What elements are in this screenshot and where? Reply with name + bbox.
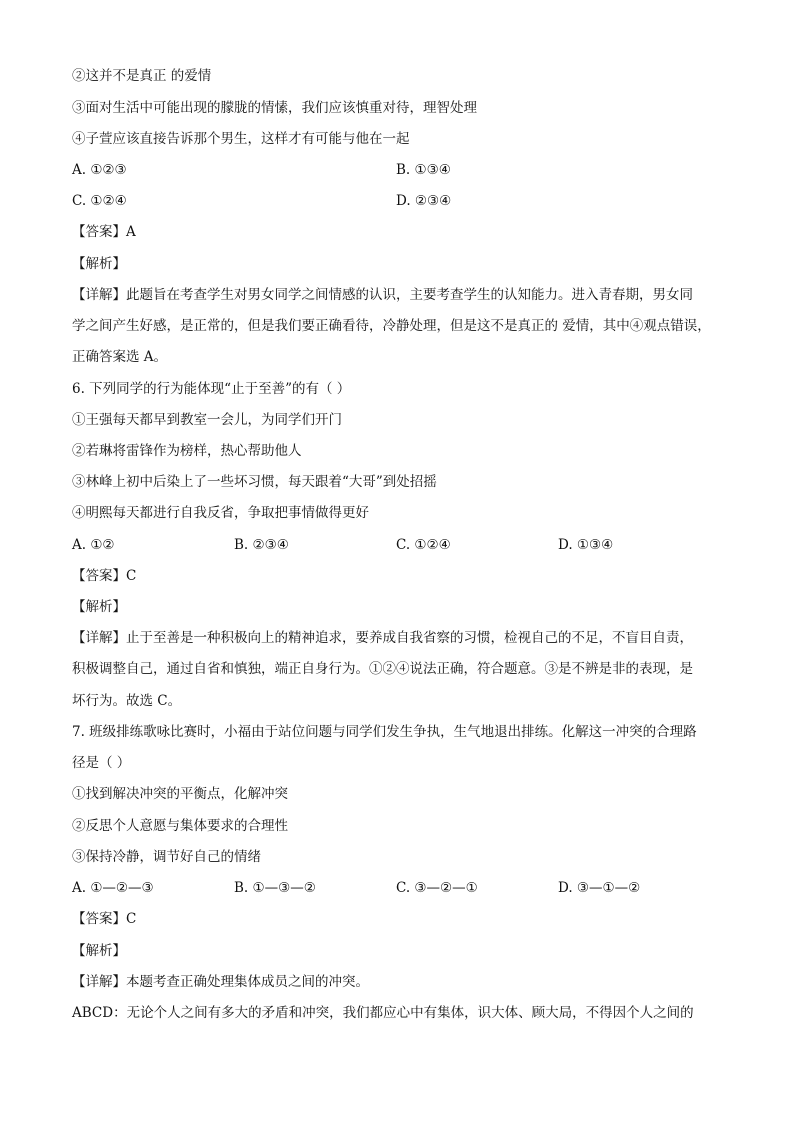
q5-detail-line-1: 【详解】此题旨在考查学生对男女同学之间情感的认识，主要考查学生的认知能力。进入青春期，男女同 bbox=[72, 287, 693, 303]
q7-item-1: ①找到解决冲突的平衡点，化解冲突 bbox=[72, 786, 288, 802]
q6-analysis-label: 【解析】 bbox=[72, 599, 126, 615]
q7-detail-line-1: 【详解】本题考查正确处理集体成员之间的冲突。 bbox=[72, 974, 369, 990]
q5-item-4: ④子萱应该直接告诉那个男生，这样才有可能与他在一起 bbox=[72, 131, 410, 147]
q6-item-2: ②若琳将雷锋作为榜样，热心帮助他人 bbox=[72, 443, 302, 459]
q7-item-2: ②反思个人意愿与集体要求的合理性 bbox=[72, 818, 288, 834]
q7-option-a: A. ①—②—③ bbox=[72, 880, 154, 896]
q6-item-4: ④明熙每天都进行自我反省，争取把事情做得更好 bbox=[72, 505, 369, 521]
q7-stem-line-1: 7. 班级排练歌咏比赛时，小福由于站位问题与同学们发生争执，生气地退出排练。化解这一冲突的合理路 bbox=[72, 724, 697, 740]
q6-answer: 【答案】C bbox=[72, 568, 137, 584]
q5-detail-line-3: 正确答案选 A。 bbox=[72, 349, 168, 365]
q6-option-c: C. ①②④ bbox=[396, 537, 451, 553]
q7-analysis-label: 【解析】 bbox=[72, 943, 126, 959]
q7-option-b: B. ①—③—② bbox=[234, 880, 316, 896]
q6-stem: 6. 下列同学的行为能体现“止于至善”的有（ ） bbox=[72, 381, 351, 397]
q5-detail-line-2: 学之间产生好感，是正常的，但是我们要正确看待，冷静处理，但是这不是真正的 爱情，其中④观点错误， bbox=[72, 318, 711, 334]
q7-detail-line-2: ABCD：无论个人之间有多大的矛盾和冲突，我们都应心中有集体，识大体、顾大局，不得因个人之间的 bbox=[72, 1005, 694, 1021]
q7-option-c: C. ③—②—① bbox=[396, 880, 478, 896]
q7-stem-line-2: 径是（ ） bbox=[72, 755, 131, 771]
q5-item-3: ③面对生活中可能出现的朦胧的情愫，我们应该慎重对待，理智处理 bbox=[72, 100, 477, 116]
q6-option-d: D. ①③④ bbox=[558, 537, 614, 553]
q5-item-2: ②这并不是真正 的爱情 bbox=[72, 68, 212, 84]
q6-option-b: B. ②③④ bbox=[234, 537, 289, 553]
q7-option-d: D. ③—①—② bbox=[558, 880, 641, 896]
q5-option-a: A. ①②③ bbox=[72, 162, 127, 178]
q6-item-1: ①王强每天都早到教室一会儿，为同学们开门 bbox=[72, 412, 342, 428]
q5-option-c: C. ①②④ bbox=[72, 193, 127, 209]
q6-detail-line-2: 积极调整自己，通过自省和慎独，端正自身行为。①②④说法正确，符合题意。③是不辨是非的表现，是 bbox=[72, 661, 693, 677]
q6-option-a: A. ①② bbox=[72, 537, 115, 553]
q5-analysis-label: 【解析】 bbox=[72, 256, 126, 272]
q5-option-d: D. ②③④ bbox=[396, 193, 452, 209]
q7-item-3: ③保持冷静，调节好自己的情绪 bbox=[72, 849, 261, 865]
q7-answer: 【答案】C bbox=[72, 911, 137, 927]
q5-option-b: B. ①③④ bbox=[396, 162, 451, 178]
q6-detail-line-3: 坏行为。故选 C。 bbox=[72, 693, 182, 709]
q6-item-3: ③林峰上初中后染上了一些坏习惯，每天跟着“大哥”到处招摇 bbox=[72, 474, 437, 490]
q5-answer: 【答案】A bbox=[72, 224, 136, 240]
q6-detail-line-1: 【详解】止于至善是一种积极向上的精神追求，要养成自我省察的习惯，检视自己的不足，不盲目自责， bbox=[72, 630, 693, 646]
